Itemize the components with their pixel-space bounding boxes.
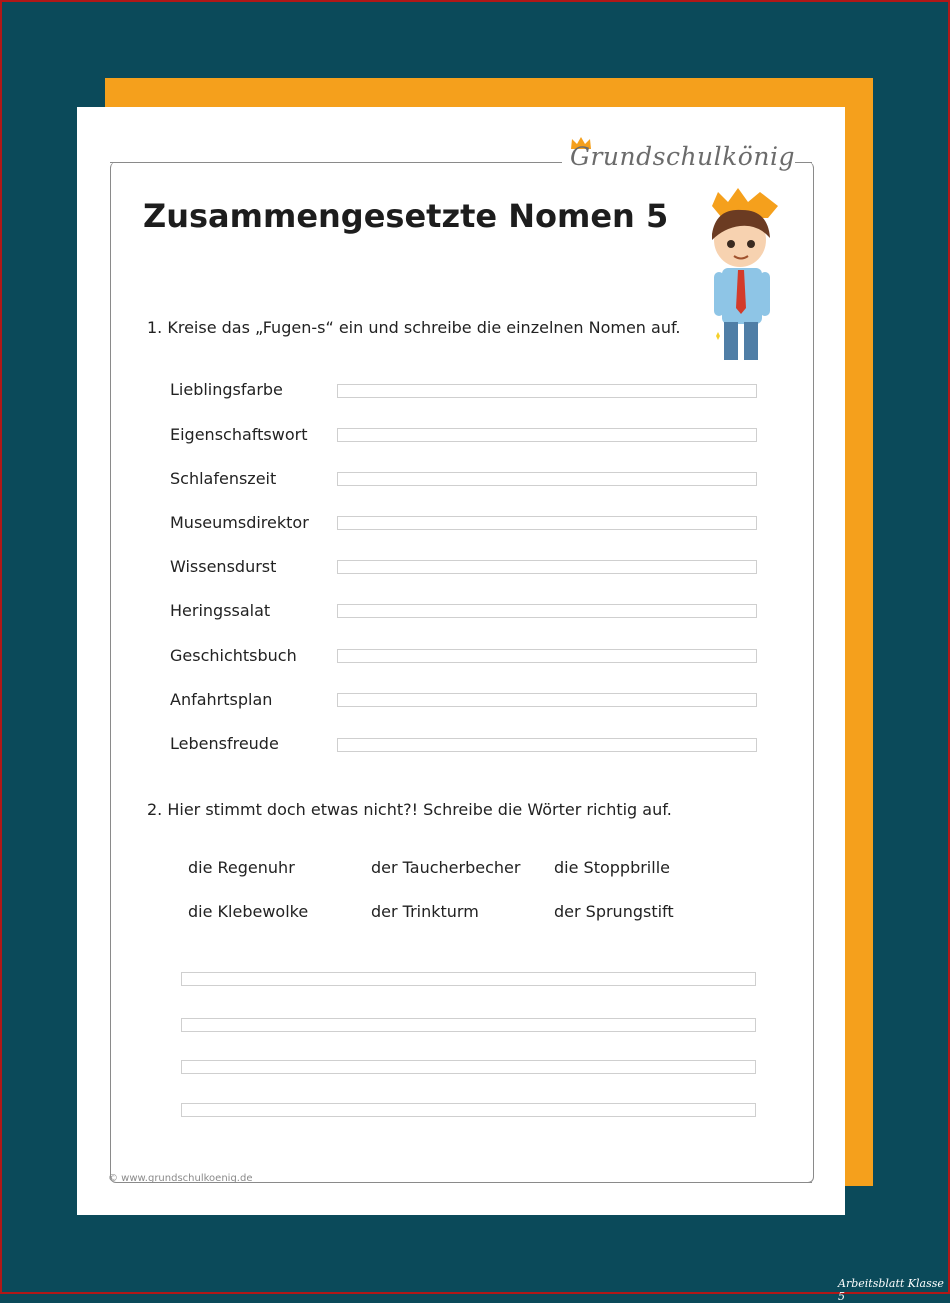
page-title: Zusammengesetzte Nomen 5 — [143, 197, 669, 235]
mixed-up-word: der Trinkturm — [371, 902, 479, 921]
compound-word: Geschichtsbuch — [170, 646, 297, 665]
frame-top-line — [110, 162, 562, 163]
answer-line[interactable] — [181, 1103, 756, 1117]
writing-line[interactable] — [337, 738, 757, 752]
mixed-up-word: die Regenuhr — [188, 858, 295, 877]
answer-line[interactable] — [181, 1018, 756, 1032]
writing-line[interactable] — [337, 472, 757, 486]
writing-line[interactable] — [337, 649, 757, 663]
task-2-instruction: 2. Hier stimmt doch etwas nicht?! Schreibe die Wörter richtig auf. — [147, 800, 672, 819]
compound-word: Lebensfreude — [170, 734, 279, 753]
mixed-up-word: die Klebewolke — [188, 902, 309, 921]
compound-word: Museumsdirektor — [170, 513, 309, 532]
compound-word: Anfahrtsplan — [170, 690, 273, 709]
compound-word: Heringssalat — [170, 601, 271, 620]
image-caption: Arbeitsblatt Klasse 5 — [838, 1277, 944, 1303]
frame-top-line-right — [795, 162, 812, 163]
writing-line[interactable] — [337, 428, 757, 442]
footer-line — [272, 1182, 812, 1183]
mixed-up-word: der Taucherbecher — [371, 858, 521, 877]
writing-line[interactable] — [337, 516, 757, 530]
answer-line[interactable] — [181, 972, 756, 986]
compound-word: Eigenschaftswort — [170, 425, 308, 444]
writing-line[interactable] — [337, 604, 757, 618]
mixed-up-word: der Sprungstift — [554, 902, 674, 921]
brand-logo: Grundschulkönig — [570, 142, 795, 171]
mixed-up-word: die Stoppbrille — [554, 858, 670, 877]
compound-word: Schlafenszeit — [170, 469, 277, 488]
answer-line[interactable] — [181, 1060, 756, 1074]
compound-word: Wissensdurst — [170, 557, 277, 576]
writing-line[interactable] — [337, 693, 757, 707]
writing-line[interactable] — [337, 560, 757, 574]
writing-line[interactable] — [337, 384, 757, 398]
compound-word: Lieblingsfarbe — [170, 380, 283, 399]
task-1-instruction: 1. Kreise das „Fugen-s“ ein und schreibe die einzelnen Nomen auf. — [147, 318, 681, 337]
footer-copyright: © www.grundschulkoenig.de — [108, 1173, 253, 1184]
king-boy-illustration — [698, 188, 788, 366]
